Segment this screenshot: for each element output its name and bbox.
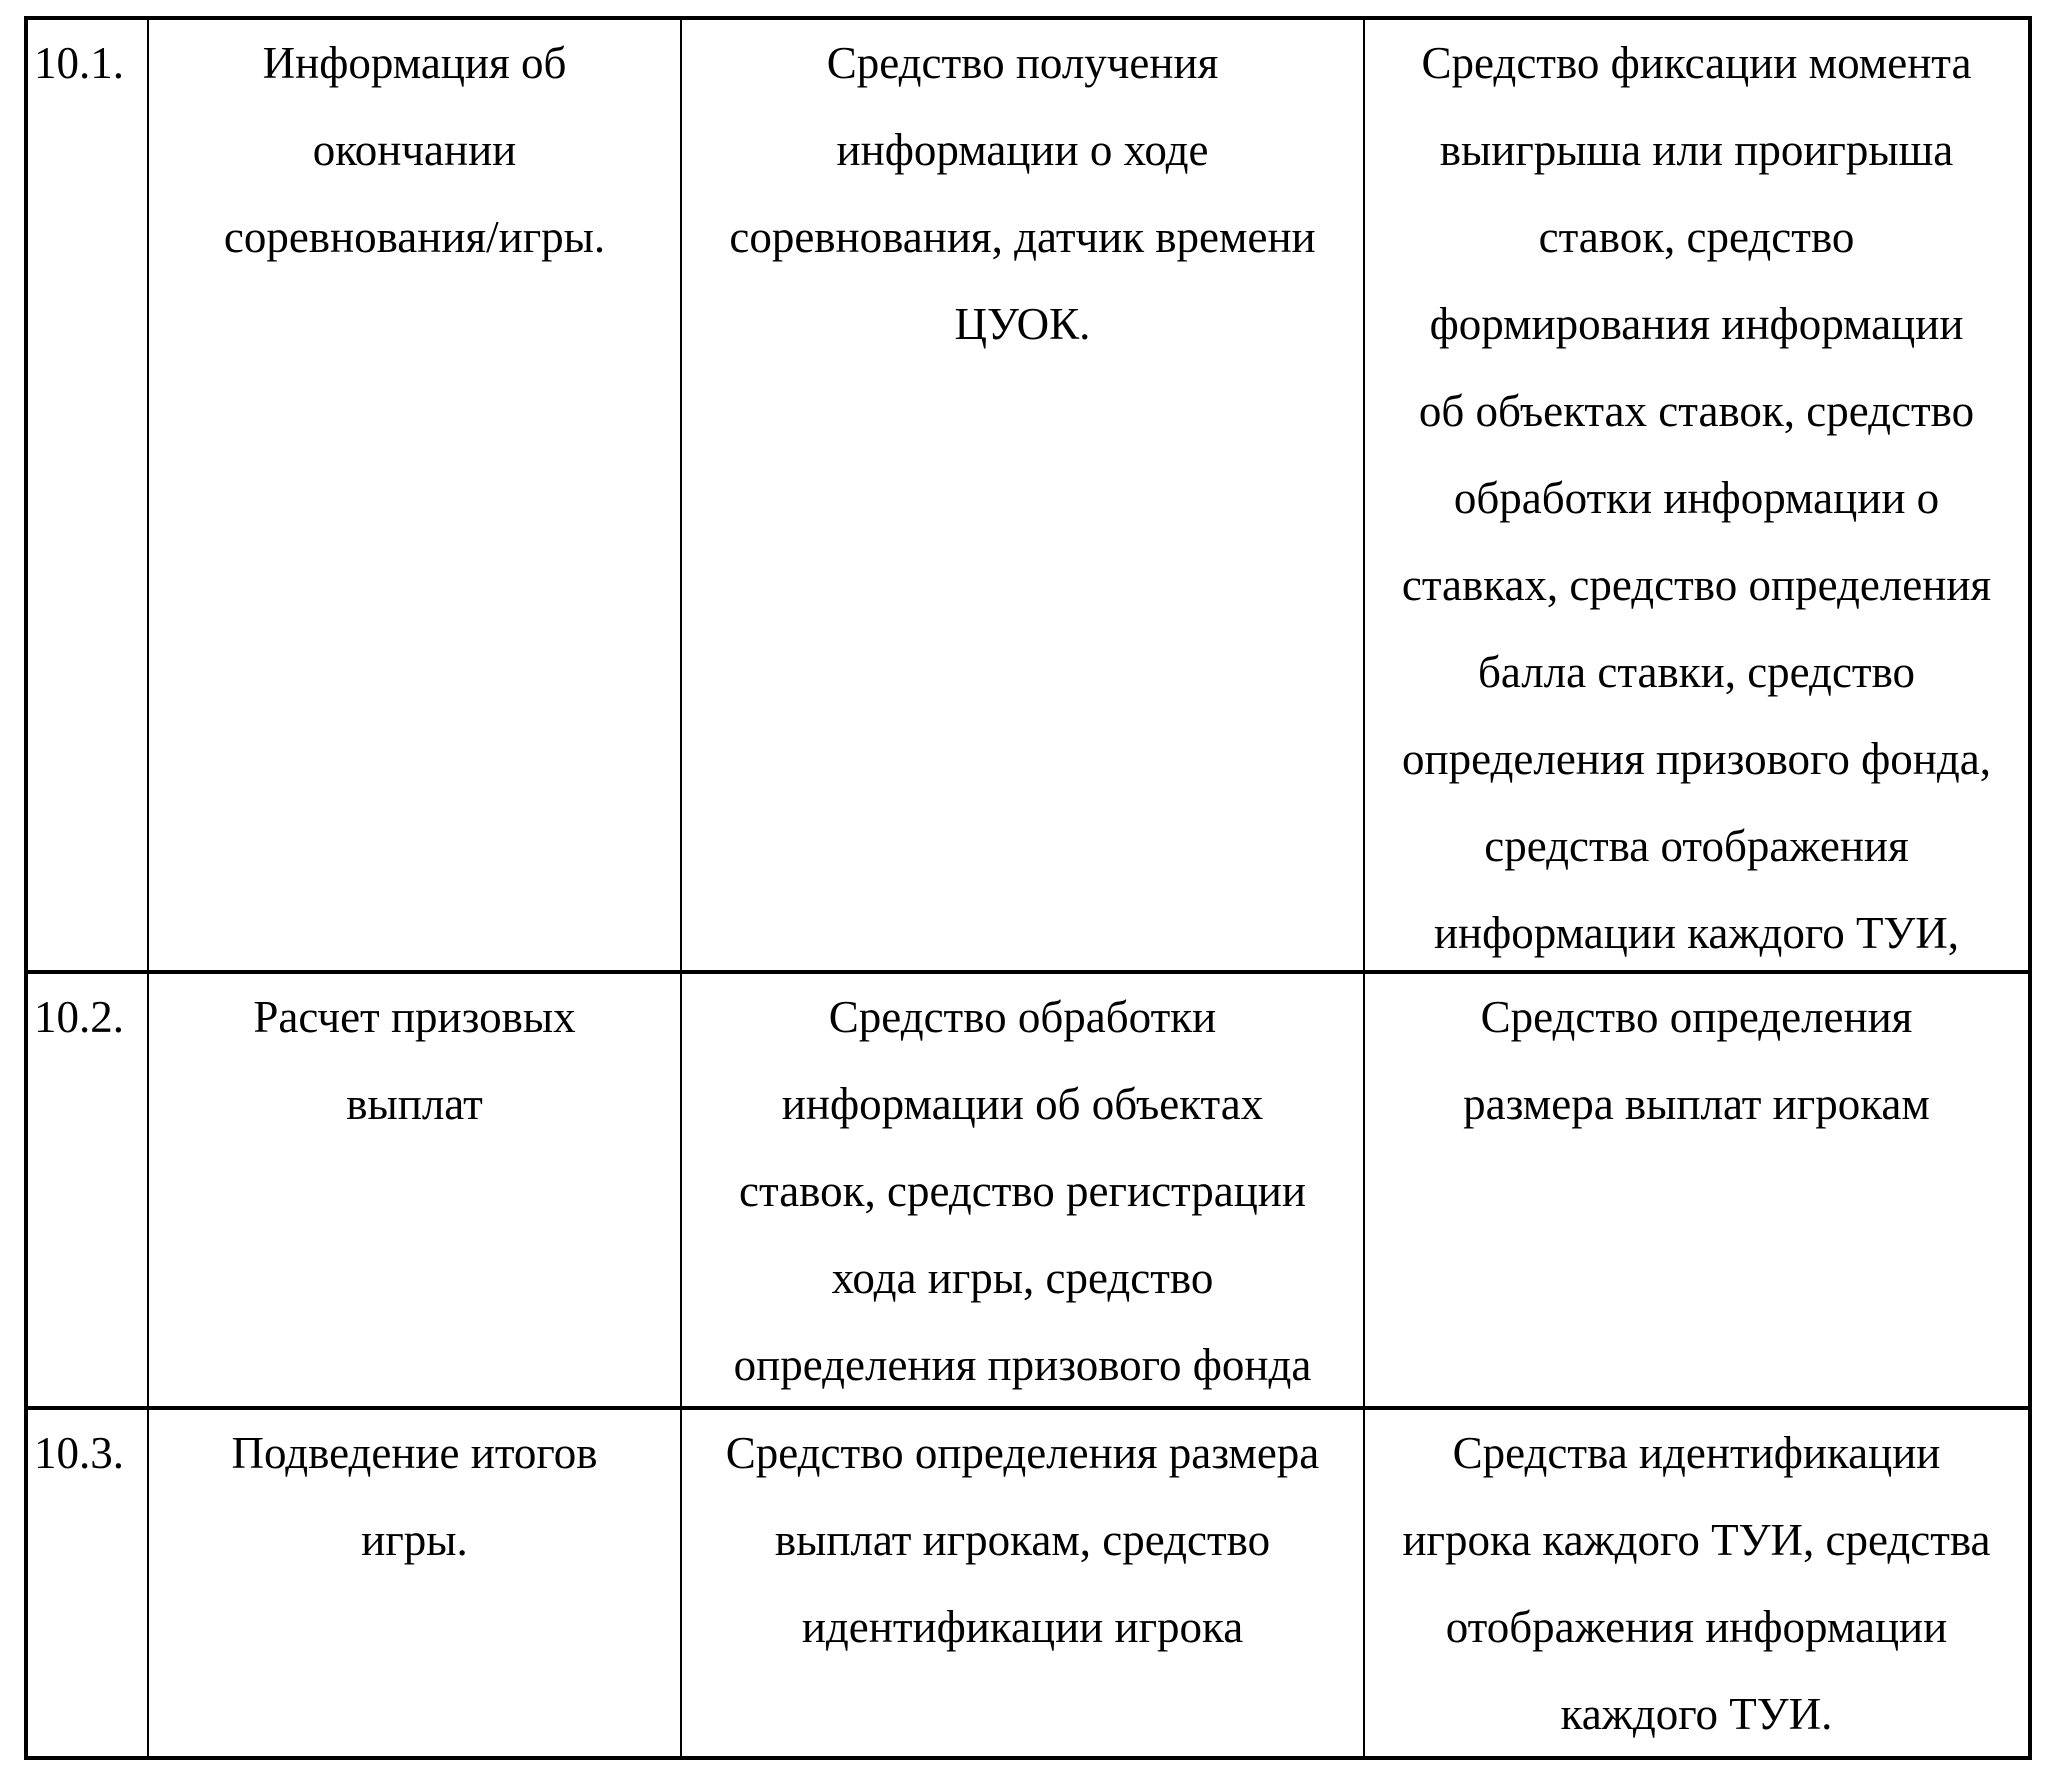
target-means-cell — [1365, 974, 2028, 1410]
text-line: Средство фиксации момента — [1421, 38, 1972, 88]
source-means-cell — [682, 1410, 1365, 1760]
text-line: об объектах ставок, средство — [1418, 386, 1975, 436]
text-line: балла ставки, средство — [1477, 647, 1916, 697]
text-line: Средство обработки — [828, 992, 1217, 1042]
text-line: соревнования, датчик времени — [729, 212, 1316, 262]
text-line: Информация об — [262, 38, 567, 88]
text-line: ставок, средство регистрации — [739, 1166, 1306, 1216]
text-line: игрока каждого ТУИ, средства — [1402, 1515, 1991, 1565]
text-line: выплат — [346, 1079, 483, 1129]
text-line: игры. — [361, 1515, 468, 1565]
text-line: Подведение итогов — [231, 1428, 598, 1478]
text-line: средства отображения — [1484, 821, 1909, 871]
text-line: ставок, средство — [1538, 212, 1855, 262]
text-line: Средства идентификации — [1452, 1428, 1941, 1478]
text-line: выплат игрокам, средство — [774, 1515, 1271, 1565]
row-number-cell — [28, 20, 149, 970]
text-line: информации об объектах — [781, 1079, 1264, 1129]
row-number: 10.3. — [34, 1428, 124, 1478]
text-line: формирования информации — [1429, 299, 1964, 349]
text-line: информации каждого ТУИ, — [1433, 908, 1960, 958]
text-line: хода игры, средство — [831, 1253, 1214, 1303]
text-line: Средство определения — [1480, 992, 1913, 1042]
function-cell — [149, 20, 682, 970]
target-means-cell — [1365, 1410, 2028, 1760]
text-line: идентификации игрока — [801, 1602, 1244, 1652]
text-line: ставках, средство определения — [1401, 560, 1992, 610]
table-row-10-2 — [28, 970, 2028, 1410]
text-line: каждого ТУИ. — [1560, 1689, 1833, 1739]
text-line: Средство определения размера — [725, 1428, 1320, 1478]
target-means-cell — [1365, 20, 2028, 970]
text-line: информации о ходе — [836, 125, 1209, 175]
source-means-cell — [682, 974, 1365, 1410]
text-line: соревнования/игры. — [223, 212, 606, 262]
text-line: определения призового фонда, — [1402, 734, 1991, 784]
text-line: отображения информации — [1445, 1602, 1948, 1652]
source-means-cell — [682, 20, 1365, 970]
text-line: выигрыша или проигрыша — [1439, 125, 1954, 175]
row-number-cell — [28, 974, 149, 1410]
row-number: 10.2. — [34, 992, 124, 1042]
table-row-10-3 — [28, 1406, 2028, 1760]
text-line: Средство получения — [826, 38, 1219, 88]
function-cell — [149, 974, 682, 1410]
document-table — [24, 16, 2032, 1760]
row-number: 10.1. — [34, 38, 124, 88]
text-line: ЦУОК. — [954, 299, 1091, 349]
text-line: размера выплат игрокам — [1463, 1079, 1930, 1129]
row-number-cell — [28, 1410, 149, 1760]
text-line: Расчет призовых — [253, 992, 576, 1042]
text-line: определения призового фонда — [733, 1340, 1312, 1390]
function-cell — [149, 1410, 682, 1760]
text-line: обработки информации о — [1453, 473, 1940, 523]
table-row-10-1 — [28, 20, 2028, 970]
text-line: окончании — [312, 125, 517, 175]
